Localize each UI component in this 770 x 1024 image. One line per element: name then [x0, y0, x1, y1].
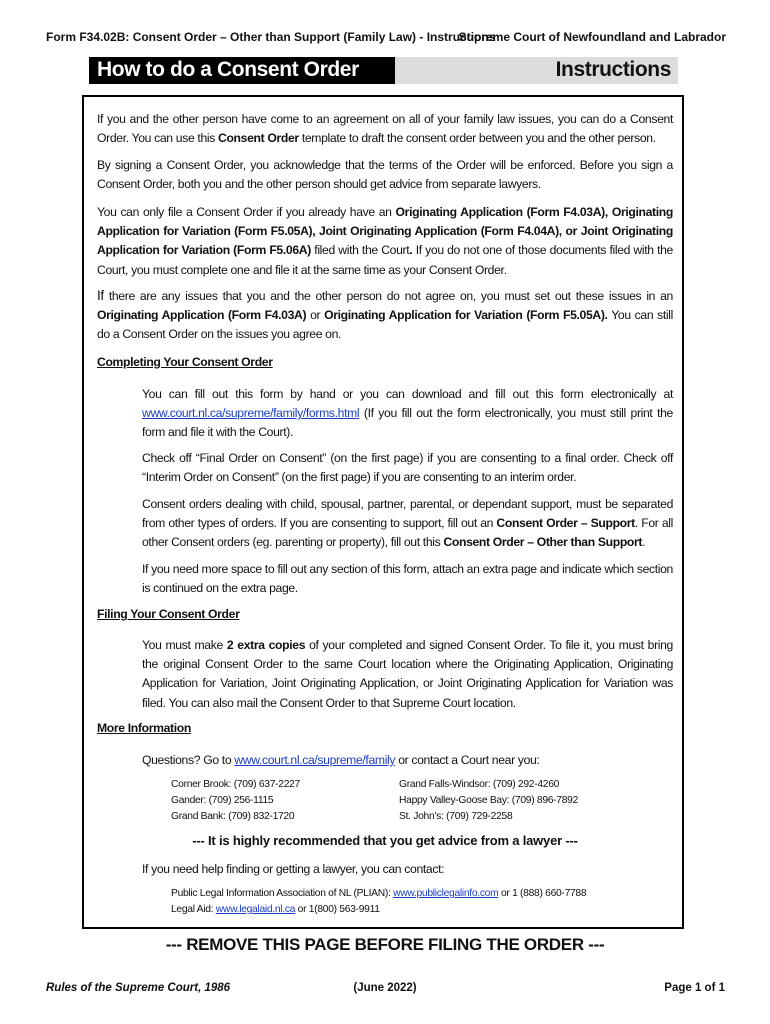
page-title: How to do a Consent Order [97, 58, 359, 81]
completing-heading: Completing Your Consent Order [97, 355, 273, 369]
legal-aid-contact: Legal Aid: www.legalaid.nl.ca or 1(800) 563-9911 [171, 904, 380, 915]
court-contact: St. John’s: (709) 729-2258 [399, 811, 513, 822]
family-court-link[interactable]: www.court.nl.ca/supreme/family [234, 753, 396, 767]
questions-line: Questions? Go to www.court.nl.ca/supreme/family or contact a Court near you: [142, 753, 540, 767]
more-info-heading: More Information [97, 721, 191, 735]
court-name-header: Supreme Court of Newfoundland and Labrador [458, 30, 726, 44]
remove-page-notice: --- REMOVE THIS PAGE BEFORE FILING THE ORDER --- [165, 935, 605, 954]
help-intro: If you need help finding or getting a lawyer, you can contact: [142, 862, 445, 876]
lawyer-recommendation: --- It is highly recommended that you get advice from a lawyer --- [192, 833, 578, 848]
court-contact: Grand Bank: (709) 832-1720 [171, 811, 295, 822]
footer-date: (June 2022) [353, 982, 417, 994]
forms-link[interactable]: www.court.nl.ca/supreme/family/forms.html [142, 406, 360, 421]
completing-paragraph-3: Consent orders dealing with child, spousal, partner, parental, or dependant support, must be separated from other types of orders. If you are consenting to support, fill out an Consent Order – Support. For all other Consent orders (eg. parenting or property), fill out this Consent Order – Other than Support. [142, 497, 673, 550]
completing-paragraph-4: If you need more space to fill out any section of this form, attach an extra page and indicate which section is continued on the extra page. [142, 562, 673, 596]
court-contacts-left [171, 777, 300, 825]
plian-link[interactable]: www.publiclegalinfo.com [393, 888, 499, 899]
court-contact: Gander: (709) 256-1115 [171, 795, 274, 806]
completing-paragraph-1: You can fill out this form by hand or you can download and fill out this form electronically at www.court.nl.ca/supreme/family/forms.html (If you fill out the form electronically, you must still print the form and file it with the Court). [142, 387, 673, 440]
intro-paragraph-2: By signing a Consent Order, you acknowledge that the terms of the Order will be enforced. Before you sign a Consent Order, both you and the other person should get advice from separate lawyers. [97, 158, 673, 192]
plian-contact: Public Legal Information Association of NL (PLIAN): www.publiclegalinfo.com or 1 (888) 660-7788 [171, 888, 587, 899]
court-contact: Grand Falls-Windsor: (709) 292-4260 [399, 779, 560, 790]
title-bar [89, 57, 678, 84]
completing-paragraph-2: Check off “Final Order on Consent” (on the first page) if you are consenting to a final order. Check off “Interim Order on Consent” (on the first page) if you are consenting to an interim order. [142, 451, 673, 485]
intro-paragraph-3: You can only file a Consent Order if you already have an Originating Application (Form F4.03A), Originating Application for Variation (Form F5.05A), Joint Originating Application (Form F4.04A), or Joint Originating Application for Variation (Form F5.06A) filed with the Court. If you do not one of those documents filed with the Court, you must complete one and file it at the same time as your Consent Order. [97, 205, 673, 277]
legal-aid-link[interactable]: www.legalaid.nl.ca [215, 904, 296, 915]
intro-paragraph-1: If you and the other person have come to an agreement on all of your family law issues, you can do a Consent Order. You can use this Consent Order template to draft the consent order between you and the other person. [97, 112, 673, 146]
court-contacts-right [399, 777, 578, 825]
court-contact: Corner Brook: (709) 637-2227 [171, 779, 300, 790]
footer-page-number: Page 1 of 1 [664, 982, 725, 994]
filing-heading: Filing Your Consent Order [97, 607, 240, 621]
instructions-label: Instructions [555, 58, 671, 81]
form-title-header: Form F34.02B: Consent Order – Other than Support (Family Law) - Instructions [46, 30, 496, 44]
filing-paragraph: You must make 2 extra copies of your completed and signed Consent Order. To file it, you must bring the original Consent Order to the same Court location where the Originating Application, Originating Application for Variation, Joint Originating Application, or Joint Originating Application for Variation was filed. You can also mail the Consent Order to that Supreme Court location. [142, 638, 673, 710]
intro-paragraph-4: If there are any issues that you and the other person do not agree on, you must set out these issues in an Originating Application (Form F4.03A) or Originating Application for Variation (Form F5.05A). You can still do a Consent Order on the issues you agree on. [97, 288, 673, 342]
court-contact: Happy Valley-Goose Bay: (709) 896-7892 [399, 795, 579, 806]
footer-rules: Rules of the Supreme Court, 1986 [46, 982, 231, 994]
